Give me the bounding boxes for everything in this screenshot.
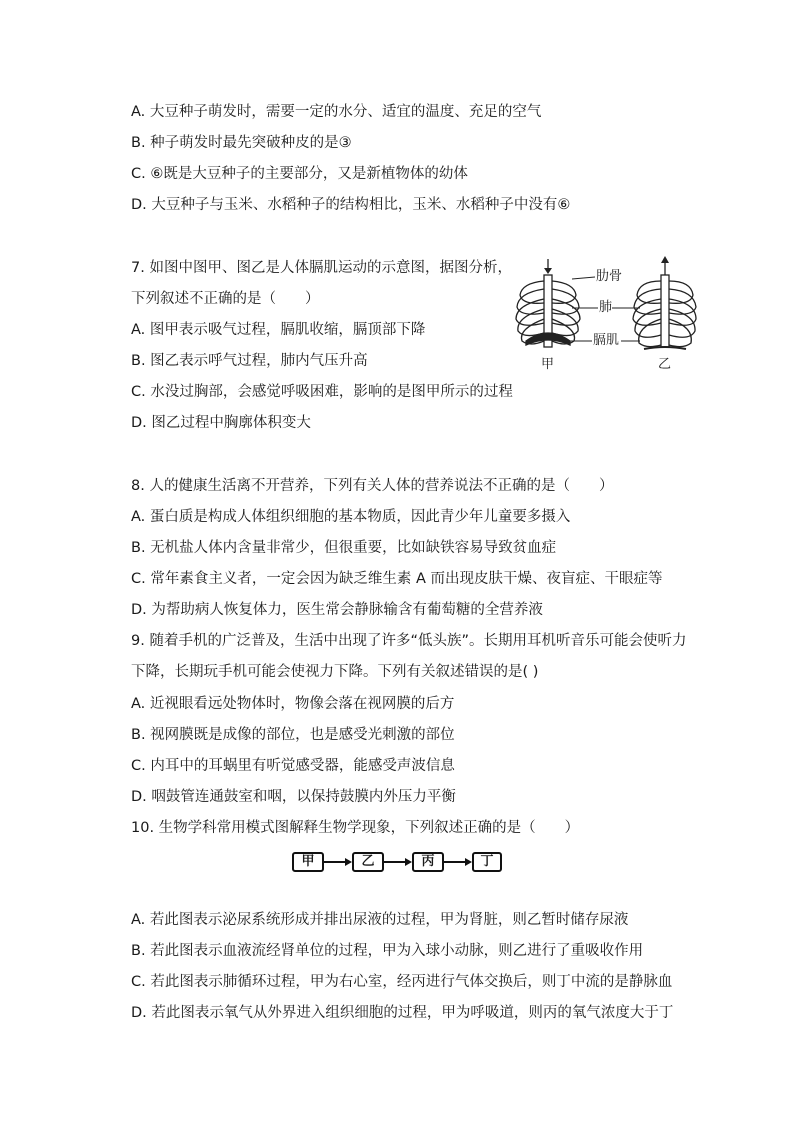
label-diaphragm: 膈肌	[593, 333, 620, 348]
q6-option-c: C. ⑥既是大豆种子的主要部分，又是新植物体的幼体	[131, 166, 468, 182]
q6-option-d: D. 大豆种子与玉米、水稻种子的结构相比，玉米、水稻种子中没有⑥	[131, 197, 571, 213]
label-lung: 肺	[599, 300, 613, 315]
q10-option-b: B. 若此图表示血液流经肾单位的过程，甲为入球小动脉，则乙进行了重吸收作用	[131, 943, 644, 959]
q9-option-d: D. 咽鼓管连通鼓室和咽，以保持鼓膜内外压力平衡	[131, 789, 456, 805]
label-yi: 乙	[658, 357, 672, 372]
flow-arrow-3	[444, 861, 466, 863]
breathing-diagram	[512, 255, 697, 375]
q8-option-b: B. 无机盐人体内含量非常少，但很重要，比如缺铁容易导致贫血症	[131, 540, 557, 556]
q9-option-c: C. 内耳中的耳蜗里有听觉感受器，能感受声波信息	[131, 758, 455, 774]
q10-option-d: D. 若此图表示氧气从外界进入组织细胞的过程，甲为呼吸道，则丙的氧气浓度大于丁	[131, 1005, 674, 1021]
ribcage-jia-drawing	[516, 259, 580, 347]
flow-arrow-1	[324, 861, 346, 863]
flow-box-2: 乙	[352, 852, 384, 872]
flow-arrow-head-2	[405, 858, 412, 866]
q10-option-c: C. 若此图表示肺循环过程，甲为右心室，经丙进行气体交换后，则丁中流的是静脉血	[131, 974, 673, 990]
q8-stem: 8. 人的健康生活离不开营养，下列有关人体的营养说法不正确的是（ ）	[131, 478, 614, 494]
q7-option-d: D. 图乙过程中胸廓体积变大	[131, 415, 311, 431]
q7-option-b: B. 图乙表示呼气过程，肺内气压升高	[131, 353, 368, 369]
q9-option-a: A. 近视眼看远处物体时，物像会落在视网膜的后方	[131, 696, 455, 712]
label-rib: 肋骨	[596, 269, 623, 284]
ribcage-yi-drawing	[633, 256, 696, 349]
flow-box-1: 甲	[292, 852, 324, 872]
q9-option-b: B. 视网膜既是成像的部位，也是感受光刺激的部位	[131, 727, 455, 743]
q8-option-c: C. 常年素食主义者，一定会因为缺乏维生素 A 而出现皮肤干燥、夜盲症、干眼症等	[131, 571, 663, 587]
flow-arrow-2	[384, 861, 406, 863]
q10-option-a: A. 若此图表示泌尿系统形成并排出尿液的过程，甲为肾脏，则乙暂时储存尿液	[131, 912, 629, 928]
q6-option-b: B. 种子萌发时最先突破种皮的是③	[131, 135, 352, 151]
flow-box-4: 丁	[472, 852, 502, 872]
q8-option-a: A. 蛋白质是构成人体组织细胞的基本物质，因此青少年儿童要多摄入	[131, 509, 571, 525]
q9-stem-line1: 9. 随着手机的广泛普及，生活中出现了许多“低头族”。长期用耳机听音乐可能会使听力	[131, 633, 687, 649]
flow-arrow-head-3	[465, 858, 472, 866]
flow-arrow-head-1	[345, 858, 352, 866]
q10-stem: 10. 生物学科常用模式图解释生物学现象，下列叙述正确的是（ ）	[131, 820, 580, 836]
q7-stem-line2: 下列叙述不正确的是（ ）	[131, 291, 320, 307]
flow-box-3: 丙	[412, 852, 444, 872]
label-jia: 甲	[541, 357, 555, 372]
q7-stem-line1: 7. 如图中图甲、图乙是人体膈肌运动的示意图，据图分析，	[131, 260, 512, 276]
q7-option-c: C. 水没过胸部，会感觉呼吸困难，影响的是图甲所示的过程	[131, 384, 513, 400]
q8-option-d: D. 为帮助病人恢复体力，医生常会静脉输含有葡萄糖的全营养液	[131, 602, 543, 618]
q7-option-a: A. 图甲表示吸气过程，膈肌收缩，膈顶部下降	[131, 322, 426, 338]
q6-option-a: A. 大豆种子萌发时，需要一定的水分、适宜的温度、充足的空气	[131, 104, 542, 120]
q9-stem-line2: 下降，长期玩手机可能会使视力下降。下列有关叙述错误的是( )	[131, 664, 539, 680]
flow-diagram	[292, 852, 502, 872]
